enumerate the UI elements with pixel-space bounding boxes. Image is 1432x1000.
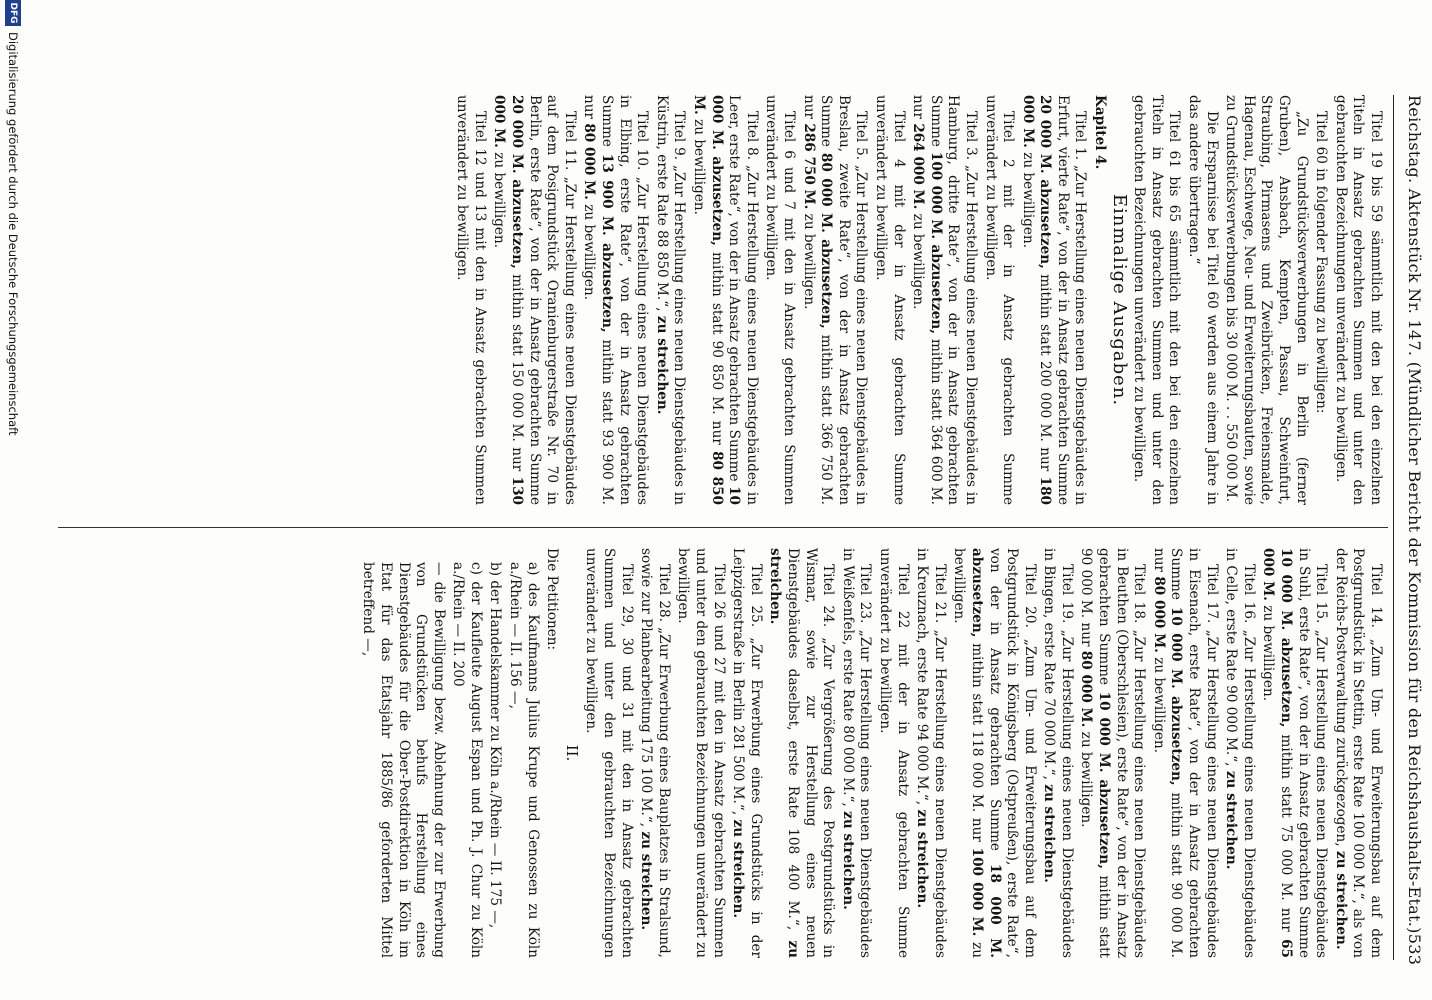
title-entry: Titel 12 und 13 mit den in Ansatz gebrachten Summen unverändert zu bewilligen. <box>454 95 488 505</box>
title-entry: Titel 26 und 27 mit den in Ansatz gebrachten Summen und unter den gebrauchten Bezeichnungen unverändert zu bewilligen. <box>675 548 727 958</box>
digitization-credit <box>1 0 25 1000</box>
section-heading: Einmalige Ausgaben. <box>1108 193 1130 407</box>
title-entry: Titel 25. „Zur Erwerbung eines Grundstücks in der Leipzigerstraße in Berlin 281 500 M.“, zu streichen. <box>730 548 764 958</box>
paragraph: Titel 19 bis 59 sämmtlich mit den bei den einzelnen Titeln in Ansatz gebrachten Summen und unter den gebrauchten Bezeichnungen unverändert zu bewilligen. <box>1332 95 1384 505</box>
right-column <box>64 548 1384 958</box>
column-divider <box>58 527 1388 528</box>
paragraph: „Zu Grundstücksverwerbungen in Berlin (ferner Gruben), Ansbach, Kempten, Passau, Schweinfurt, Straubing, Pirmasens und Zweibrücken, Freiensmalde, Hagenau, Eschwege, Neu- und Erweiterungsbauten, sowie zu Grundstücksverwerbungen bis 30 000 M. . . 550 000 M. <box>1223 95 1310 505</box>
title-entry: Titel 3. „Zur Herstellung eines neuen Dienstgebäudes in Hamburg, dritte Rate“, von der in Ansatz gebrachten Summe 100 000 M. abzusetzen, mithin statt 364 600 M. nur 264 000 M. zu bewilligen. <box>910 95 979 505</box>
petitions-intro: Die Petitionen: <box>544 548 561 651</box>
title-entry: Titel 18. „Zur Herstellung eines neuen Dienstgebäudes in Beuthen (Oberschlesien), erste Rate“, von der in Ansatz gebrachten Summe 10 000 M. abzusetzen, mithin statt 90 000 M. nur 80 000 M. zu bewilligen. <box>1078 548 1148 958</box>
title-entry: Titel 23. „Zur Herstellung eines neuen Dienstgebäudes in Weißenfels, erste Rate 80 000 M.“, zu streichen. <box>839 548 874 958</box>
petition-item: c) der Kaufleute August Espan und Ph. J. Chur zu Köln a./Rhein — II. 200 <box>450 562 484 958</box>
running-head-title: Reichstag. Aktenstück Nr. 147. (Mündlicher Bericht der Kommission für den Reichshaushalts-Etat.) <box>1405 95 1425 934</box>
title-entry: Titel 16. „Zur Herstellung eines neuen Dienstgebäudes in Celle, erste Rate 90 000 M.“, zu streichen. <box>1223 548 1257 958</box>
page-number: 533 <box>1405 933 1425 966</box>
title-entry: Titel 20. „Zum Um- und Erweiterungsbau auf dem Postgrundstück in Königsberg (Ostpreußen), erste Rate“, von der in Ansatz gebrachten Summe 18 000 M. abzusetzen, mithin statt 118 000 M. nur 100 000 M. zu bewilligen. <box>951 548 1038 958</box>
title-entry: Titel 22 mit der in Ansatz gebrachten Summe unverändert zu bewilligen. <box>876 548 911 958</box>
title-entry: Titel 11. „Zur Herstellung eines neuen Dienstgebäudes auf dem Posigrundstück Oranienburgerstraße Nr. 70 in Berlin, erste Rate“, von der in Ansatz gebrachten Summe 20 000 M. abzusetzen, mithin statt 150 000 M. nur 130 000 M. zu bewilligen. <box>491 95 578 505</box>
petition-item: — die Bewilligung bezw. Ablehnung der zur Erwerbung von Grundstücken behufs Herstellung eines Dienstgebäudes für die Ober-Postdirektion in Köln im Etat für das Etatsjahr 1885/86 geforderten Mittel betreffend —, <box>360 562 447 958</box>
title-entry: Titel 9. „Zur Herstellung eines neuen Dienstgebäudes in Küstrin, erste Rate 88 850 M.“, zu streichen. <box>653 95 688 505</box>
title-entry: Titel 24. „Zur Vergrößerung des Postgrundstücks in Wismar, sowie zur Herstellung eines neuen Dienstgebäudes daselbst, erste Rate 108 400 M.“, zu streichen. <box>767 548 837 958</box>
title-entry: Titel 19. „Zur Herstellung eines neuen Dienstgebäudes in Bingen, erste Rate 70 000 M.“, zu streichen. <box>1041 548 1075 958</box>
title-entry: Titel 21. „Zur Herstellung eines neuen Dienstgebäudes in Kreuznach, erste Rate 94 000 M.“, zu streichen. <box>914 548 948 958</box>
title-entry: Titel 5. „Zur Herstellung eines neuen Dienstgebäudes in Breslau, zweite Rate“, von der in Ansatz gebrachten Summe 80 000 M. abzusetzen, mithin statt 366 750 M. nur 286 750 M. zu bewilligen. <box>800 95 870 505</box>
title-entry: Titel 28. „Zur Erwerbung eines Bauplatzes in Stralsund, sowie zur Planbearbeitung 175 100 M.“, zu streichen. <box>638 548 672 958</box>
petition-item: b) der Handelskammer zu Köln a./Rhein — II. 175 —, <box>487 562 504 929</box>
petition-item: a) des Kaufmanns Julius Krupe und Genossen zu Köln a./Rhein — II. 156 —, <box>507 562 541 958</box>
title-entry: Titel 14. „Zum Um- und Erweiterungsbau auf dem Postgrundstück in Stettin, erste Rate 100 000 M.“, als von der Reichs-Postverwaltung zurückgezogen, zu streichen. <box>1332 548 1384 958</box>
title-entry: Titel 6 und 7 mit den in Ansatz gebrachten Summen unverändert zu bewilligen. <box>763 95 797 505</box>
section-number: II. <box>562 744 581 762</box>
title-entry: Titel 15. „Zur Herstellung eines neuen Dienstgebäudes in Suhl, erste Rate“, von der in Ansatz gebrachten Summe 10 000 M. abzusetzen, mithin statt 75 000 M. nur 65 000 M. zu bewilligen. <box>1260 548 1330 958</box>
paragraph: Titel 60 in folgender Fassung zu bewilligen: <box>1313 111 1330 414</box>
title-entry: Titel 4 mit der in Ansatz gebrachten Summe unverändert zu bewilligen. <box>872 95 907 505</box>
paragraph: Titel 61 bis 65 sämmtlich mit den bei den einzelnen Titeln in Ansatz gebrachten Summen und unter den gebrauchten Bezeichnungen unverändert zu bewilligen. <box>1131 95 1183 505</box>
title-entry: Titel 8. „Zur Herstellung eines neuen Dienstgebäudes in Leer, erste Rate“, von der in Ansatz gebrachten Summe 10 000 M. abzusetzen, mithin statt 90 850 M. nur 80 850 M. zu bewilligen. <box>691 95 760 505</box>
dfg-logo: DFG <box>5 0 21 26</box>
title-entry: Titel 29, 30 und 31 mit den in Ansatz gebrachten Summen und unter den gebrauchten Bezeichnungen unverändert zu bewilligen. <box>583 548 635 958</box>
title-entry: Titel 17. „Zur Herstellung eines neuen Dienstgebäudes in Eisenach, erste Rate“, von der in Ansatz gebrachten Summe 10 000 M. abzusetzen, mithin statt 90 000 M. nur 80 000 M. zu bewilligen. <box>1150 548 1220 958</box>
header-rule <box>1393 95 1394 960</box>
title-entry: Titel 2 mit der in Ansatz gebrachten Summe unverändert zu bewilligen. <box>982 95 1017 505</box>
chapter-heading: Kapitel 4. <box>1092 95 1109 170</box>
credit-text: Digitalisierung gefördert durch die Deutsche Forschungsgemeinschaft <box>6 32 20 436</box>
title-entry: Titel 1. „Zur Herstellung eines neuen Dienstgebäudes in Erfurt, vierte Rate“, von der in Ansatz gebrachten Summe 20 000 M. abzusetzen, mithin statt 200 000 M. nur 180 000 M. zu bewilligen. <box>1019 95 1089 505</box>
paragraph: Die Ersparnisse bei Titel 60 werden aus einem Jahre in das andere übertragen.“ <box>1186 95 1220 505</box>
title-entry: Titel 10. „Zur Herstellung eines neuen Dienstgebäudes in Elbing, erste Rate“, von der in Ansatz gebrachten Summe 13 900 M. abzusetzen, mithin statt 93 900 M. nur 80 000 M. zu bewilligen. <box>581 95 651 505</box>
running-head <box>1398 95 1432 966</box>
left-column <box>64 95 1384 505</box>
